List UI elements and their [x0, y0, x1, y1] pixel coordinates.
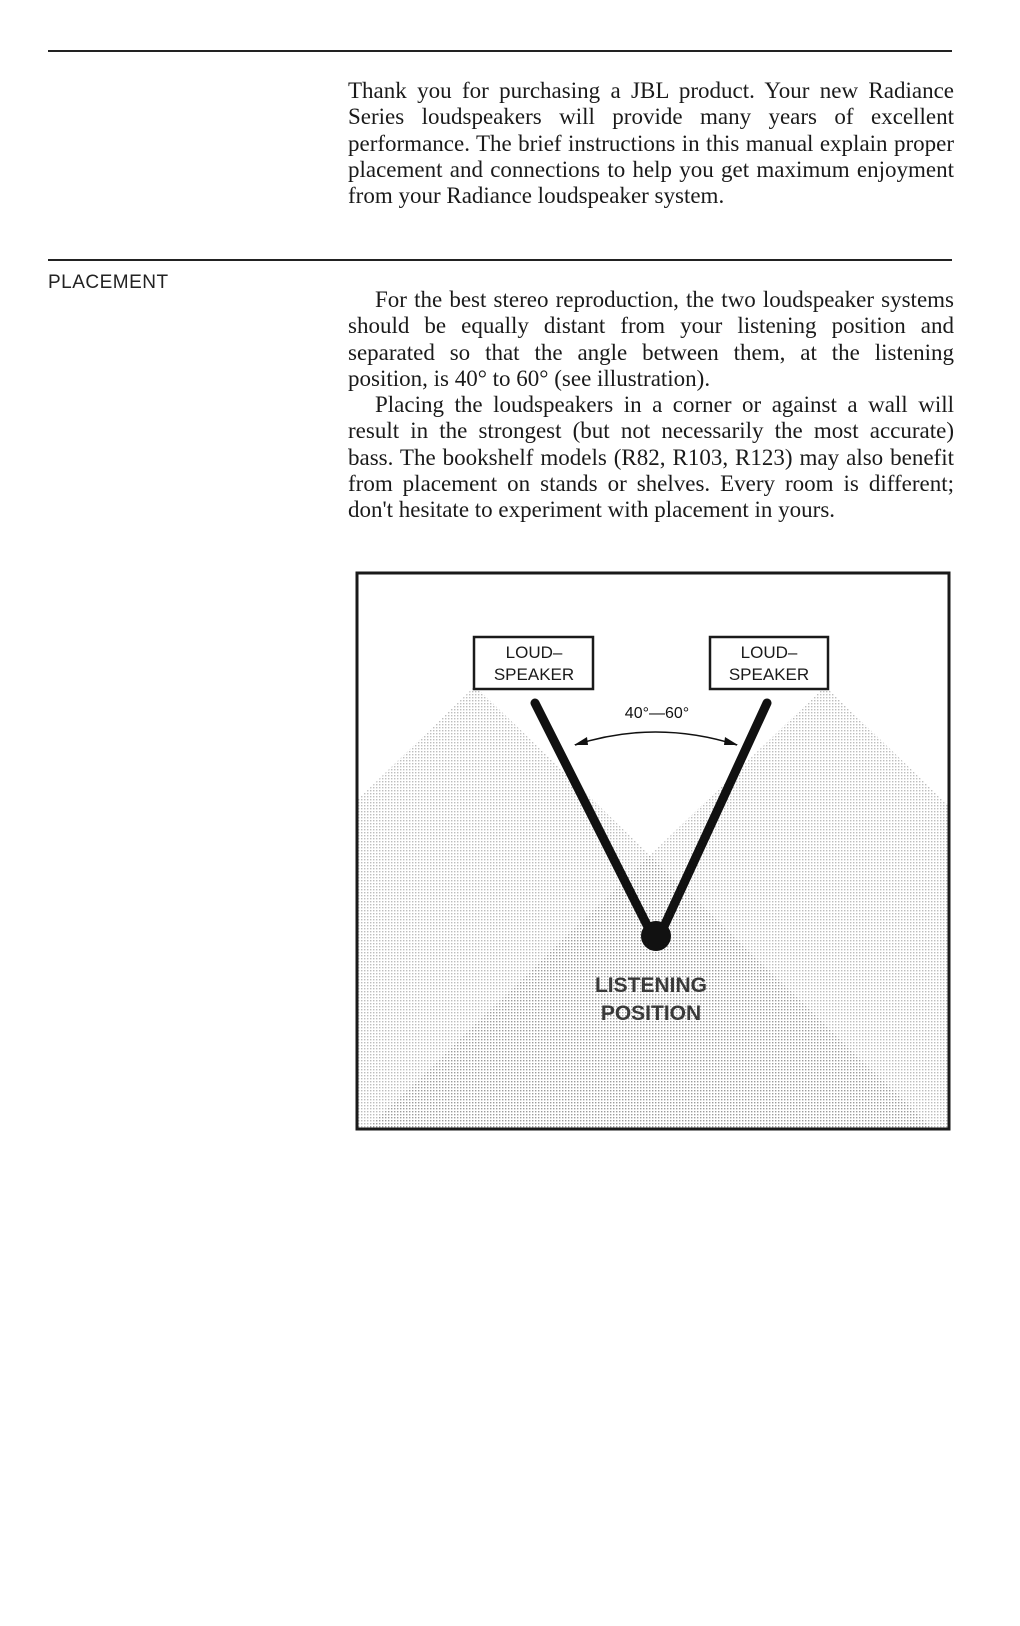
- placement-paragraph-1: For the best stereo reproduction, the two loudspeaker systems should be equally distant from your listening position and separated so that the angle between them, at the listening position, is 40° to 60° (see illustration).: [348, 287, 954, 391]
- right-speaker-label-line1: LOUD–: [740, 643, 798, 662]
- placement-heading: PLACEMENT: [48, 272, 169, 293]
- right-speaker-label-line2: SPEAKER: [728, 665, 810, 684]
- listening-position-label-line2: POSITION: [600, 1002, 702, 1025]
- listening-position-dot: [641, 921, 671, 951]
- left-speaker-label-line1: LOUD–: [505, 643, 563, 662]
- listening-position-label-line1: LISTENING: [594, 974, 708, 997]
- placement-illustration: [355, 571, 951, 1131]
- angle-label: 40°—60°: [624, 705, 690, 722]
- intro-paragraph: Thank you for purchasing a JBL product. Your new Radiance Series loudspeakers will provide many years of excellent performance. The brief instructions in this manual explain proper placement and connections to help you get maximum enjoyment from your Radiance loudspeaker system.: [348, 78, 954, 209]
- top-rule: [48, 50, 952, 52]
- left-speaker-label-line2: SPEAKER: [493, 665, 575, 684]
- section-rule: [48, 259, 952, 261]
- left-speaker-box: [474, 637, 593, 689]
- right-speaker-box: [710, 637, 828, 689]
- placement-paragraph-2: Placing the loudspeakers in a corner or against a wall will result in the strongest (but not necessarily the most accurate) bass. The bookshelf models (R82, R103, R123) may also benefit from placement on stands or shelves. Every room is different; don't hesitate to experiment with placement in yours.: [348, 392, 954, 523]
- placement-body: [348, 287, 954, 524]
